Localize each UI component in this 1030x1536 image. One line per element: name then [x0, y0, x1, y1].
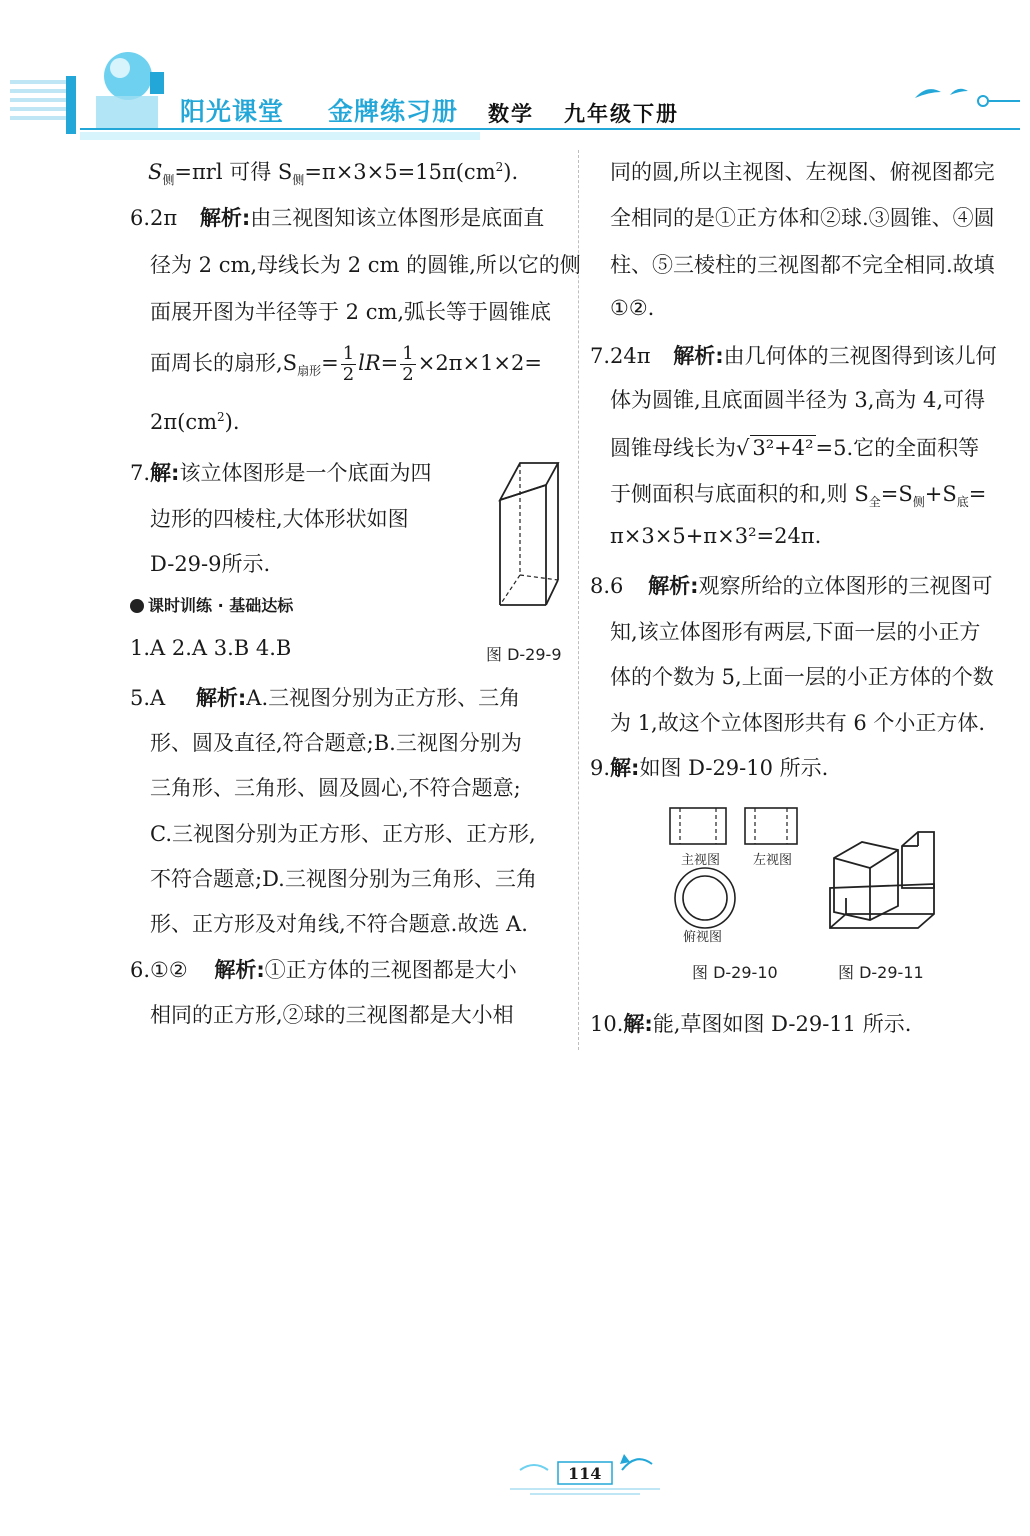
- subscript: 全: [868, 495, 881, 510]
- r-q7-line-2: 体为圆锥,且底面圆半径为 3,高为 4,可得: [610, 388, 986, 412]
- text: +S: [924, 482, 957, 506]
- text: 该立体图形是一个底面为四: [179, 461, 432, 485]
- q6-line-1: [130, 202, 544, 232]
- subject-label: 数学: [488, 102, 534, 126]
- question-number: 8.6: [590, 574, 624, 598]
- r-q8-line-4: 为 1,故这个立体图形共有 6 个小正方体.: [610, 711, 986, 735]
- text: 于侧面积与底面积的和,则 S: [610, 482, 869, 506]
- text: 能,草图如图 D-29-11 所示.: [652, 1012, 912, 1036]
- question-number: 5.A: [130, 686, 166, 710]
- q6-line-2: 径为 2 cm,母线长为 2 cm 的圆锥,所以它的侧: [150, 253, 581, 277]
- question-number: 7.: [130, 461, 151, 485]
- r-line-2: 全相同的是①正方体和②球.③圆锥、④圆: [610, 206, 995, 230]
- text: 面周长的扇形,S: [150, 351, 298, 375]
- q6-line-4: [150, 344, 542, 385]
- text: 2π(cm: [150, 410, 218, 434]
- symbol-s: S: [148, 160, 163, 184]
- q6-line-3: 面展开图为半径等于 2 cm,弧长等于圆锥底: [150, 300, 552, 324]
- fraction-half: [341, 344, 356, 385]
- question-number: 9.: [590, 756, 611, 780]
- figure-d-29-9: [490, 455, 570, 620]
- page-footer: [500, 1440, 670, 1500]
- r-q7-line-5: π×3×5+π×3²=24π.: [610, 524, 822, 548]
- q6b-line-2: 相同的正方形,②球的三视图都是大小相: [150, 1003, 514, 1027]
- page-header: [0, 0, 1030, 150]
- text: ×2π×1×2=: [417, 351, 542, 375]
- analysis-label: 解析:: [195, 686, 247, 710]
- superscript: 2: [495, 160, 504, 174]
- brand-title-right: 金牌练习册: [328, 97, 459, 126]
- text: =: [968, 482, 987, 506]
- text: 由三视图知该立体图形是底面直: [250, 206, 545, 230]
- q6b-line-1: [130, 954, 517, 984]
- q5-line-1: [130, 682, 520, 712]
- main-view-label: 主视图: [681, 853, 721, 868]
- fraction-num: 1: [402, 343, 414, 364]
- r-q10-line: [590, 1008, 911, 1038]
- text: ).: [224, 410, 240, 434]
- r-q8-line-2: 知,该立体图形有两层,下面一层的小正方: [610, 620, 981, 644]
- fraction-num: 1: [342, 343, 355, 364]
- text: lR=: [358, 351, 399, 375]
- text: =πrl 可得 S: [174, 160, 293, 184]
- text: =π×3×5=15π(cm: [304, 160, 496, 184]
- analysis-label: 解析:: [199, 206, 251, 230]
- text: A.三视图分别为正方形、三角: [246, 686, 521, 710]
- top-view-label: 俯视图: [683, 930, 723, 945]
- r-q9-line: [590, 752, 828, 782]
- figure-d-29-9-caption: 图 D-29-9: [486, 645, 562, 664]
- section-title: 课时训练 · 基础达标: [148, 596, 294, 615]
- r-line-3: 柱、⑤三棱柱的三视图都不完全相同.故填: [610, 253, 995, 277]
- page-number: 114: [568, 1464, 602, 1483]
- q5-line-3: 三角形、三角形、圆及圆心,不符合题意;: [150, 776, 521, 800]
- question-number: 6.2π: [130, 206, 178, 230]
- q5-line-4: C.三视图分别为正方形、正方形、正方形,: [150, 822, 536, 846]
- fraction-half-2: [400, 344, 415, 385]
- question-number: 6.①②: [130, 958, 188, 982]
- sqrt-sign: √: [736, 436, 750, 460]
- q5-line-2: 形、圆及直径,符合题意;B.三视图分别为: [150, 731, 522, 755]
- figure-d-29-11-caption: 图 D-29-11: [838, 963, 924, 982]
- r-q8-line-3: 体的个数为 5,上面一层的小正方体的个数: [610, 665, 994, 689]
- solution-label: 解:: [610, 756, 640, 780]
- q7-line-3: D-29-9所示.: [150, 552, 271, 576]
- sqrt-content: 3²+4²: [752, 436, 814, 460]
- grade-label: 九年级下册: [564, 102, 679, 126]
- subscript: 侧: [292, 173, 305, 188]
- question-number: 10.: [590, 1012, 624, 1036]
- q5-line-6: 形、正方形及对角线,不符合题意.故选 A.: [150, 912, 528, 936]
- fraction-den: 2: [342, 364, 355, 385]
- q7-line-2: 边形的四棱柱,大体形状如图: [150, 507, 409, 531]
- r-q7-line-1: [590, 340, 997, 370]
- text: =: [321, 351, 339, 375]
- solution-label: 解:: [150, 461, 180, 485]
- figure-d-29-10-caption: 图 D-29-10: [692, 963, 778, 982]
- superscript: 2: [217, 410, 225, 424]
- formula-line: [148, 156, 518, 188]
- section-bullet-icon: [130, 599, 144, 613]
- question-number: 7.24π: [590, 344, 651, 368]
- brand-title-left: 阳光课堂: [180, 97, 285, 126]
- left-view-label: 左视图: [753, 853, 793, 868]
- text: 如图 D-29-10 所示.: [639, 756, 829, 780]
- r-line-1: 同的圆,所以主视图、左视图、俯视图都完: [610, 160, 995, 184]
- text: =S: [880, 482, 913, 506]
- column-divider: [578, 150, 579, 1050]
- r-q7-line-4: [610, 478, 986, 510]
- subscript: 侧: [162, 173, 175, 188]
- subscript: 扇形: [297, 364, 322, 379]
- text: ①正方体的三视图都是大小: [264, 958, 517, 982]
- q5-line-5: 不符合题意;D.三视图分别为三角形、三角: [150, 867, 537, 891]
- q6-line-5: [150, 410, 240, 434]
- section-heading: [130, 593, 293, 616]
- analysis-label: 解析:: [214, 958, 265, 982]
- subscript: 侧: [912, 495, 925, 510]
- analysis-label: 解析:: [648, 574, 699, 598]
- q7-line-1: [130, 457, 431, 487]
- analysis-label: 解析:: [673, 344, 724, 368]
- answers-1-4: 1.A 2.A 3.B 4.B: [130, 636, 292, 660]
- figure-d-29-11: [822, 828, 942, 958]
- r-q7-line-3: [610, 432, 979, 462]
- r-line-4: ①②.: [610, 296, 655, 320]
- solution-label: 解:: [623, 1012, 653, 1036]
- r-q8-line-1: [590, 570, 993, 600]
- text: =5.它的全面积等: [815, 436, 980, 460]
- text: 圆锥母线长为: [610, 436, 736, 460]
- subscript: 底: [956, 495, 969, 510]
- text: 观察所给的立体图形的三视图可: [698, 574, 993, 598]
- fraction-den: 2: [402, 364, 414, 385]
- text: ).: [503, 160, 519, 184]
- text: 由几何体的三视图得到该儿何: [723, 344, 997, 368]
